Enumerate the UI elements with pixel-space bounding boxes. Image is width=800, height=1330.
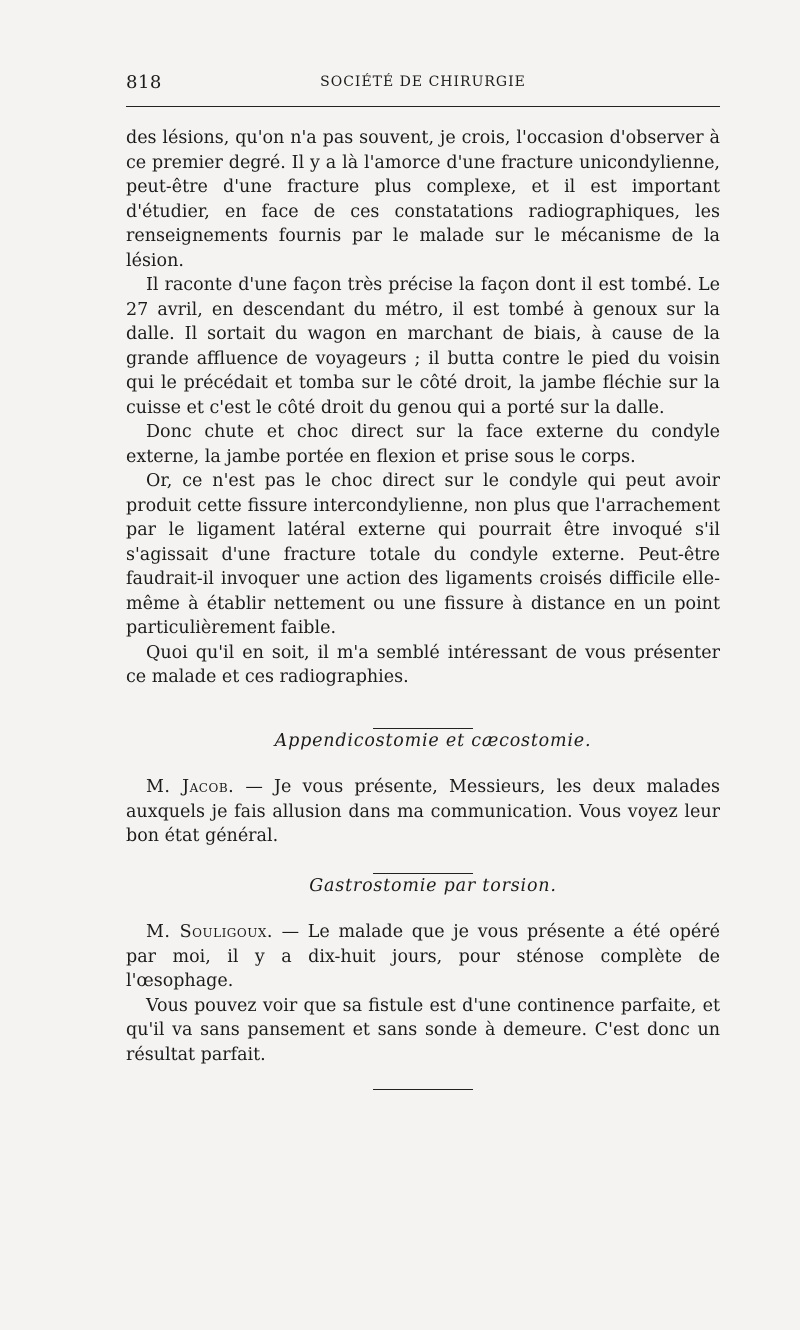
speaker-souligoux: M. Souligoux. <box>146 922 273 942</box>
paragraph-souligoux <box>126 920 720 994</box>
running-head: SOCIÉTÉ DE CHIRURGIE <box>320 74 526 90</box>
paragraph-souligoux-2: Vous pouvez voir que sa fistule est d'une continence parfaite, et qu'il va sans pansement et sans sonde à demeure. C'est donc un résultat parfait. <box>126 995 720 1065</box>
paragraph-souligoux-text: — Le malade que je vous présente a été opéré par moi, il y a dix-huit jours, pour sténose complète de l'œsophage. <box>126 922 720 991</box>
section-title-appendicostomie: Appendicostomie et cæcostomie. <box>274 730 592 751</box>
paragraph-1: des lésions, qu'on n'a pas souvent, je crois, l'occasion d'observer à ce premier degré. Il y a là l'amorce d'une fracture unicondylienne, peut-être d'une fracture plus complexe, et il est important d'étudier, en face de ces constatations radiographiques, les renseignements fournis par le malade sur le mécanisme de la lésion. <box>126 128 720 271</box>
paragraph-3: Donc chute et choc direct sur la face externe du condyle externe, la jambe portée en flexion et prise sous le corps. <box>126 422 720 467</box>
page-header <box>126 72 720 96</box>
paragraph-5: Quoi qu'il en soit, il m'a semblé intéressant de vous présenter ce malade et ces radiographies. <box>126 642 720 687</box>
header-rule <box>126 106 720 107</box>
page-number: 818 <box>126 72 162 93</box>
paragraph-2: Il raconte d'une façon très précise la façon dont il est tombé. Le 27 avril, en descendant du métro, il est tombé à genoux sur la dalle. Il sortait du wagon en marchant de biais, à cause de la grande affluence de voyageurs ; il butta contre le pied du voisin qui le précédait et tomba sur le côté droit, la jambe fléchie sur la cuisse et c'est le côté droit du genou qui a porté sur la dalle. <box>126 275 720 418</box>
separator-rule <box>373 1089 473 1090</box>
body-text <box>126 126 720 1090</box>
paragraph-jacob <box>126 775 720 849</box>
paragraph-jacob-text: — Je vous présente, Messieurs, les deux malades auxquels je fais allusion dans ma communication. Vous voyez leur bon état général. <box>126 777 720 846</box>
paragraph-4: Or, ce n'est pas le choc direct sur le condyle qui peut avoir produit cette fissure intercondylienne, non plus que l'arrachement par le ligament latéral externe qui pourrait être invoqué s'il s'agissait d'une fracture totale du condyle externe. Peut-être faudrait-il invoquer une action des ligaments croisés difficile elle-même à établir nettement ou une fissure à distance en un point particulièrement faible. <box>126 471 720 638</box>
speaker-jacob: M. Jacob. <box>146 777 235 797</box>
section-title-gastrostomie: Gastrostomie par torsion. <box>309 875 557 896</box>
